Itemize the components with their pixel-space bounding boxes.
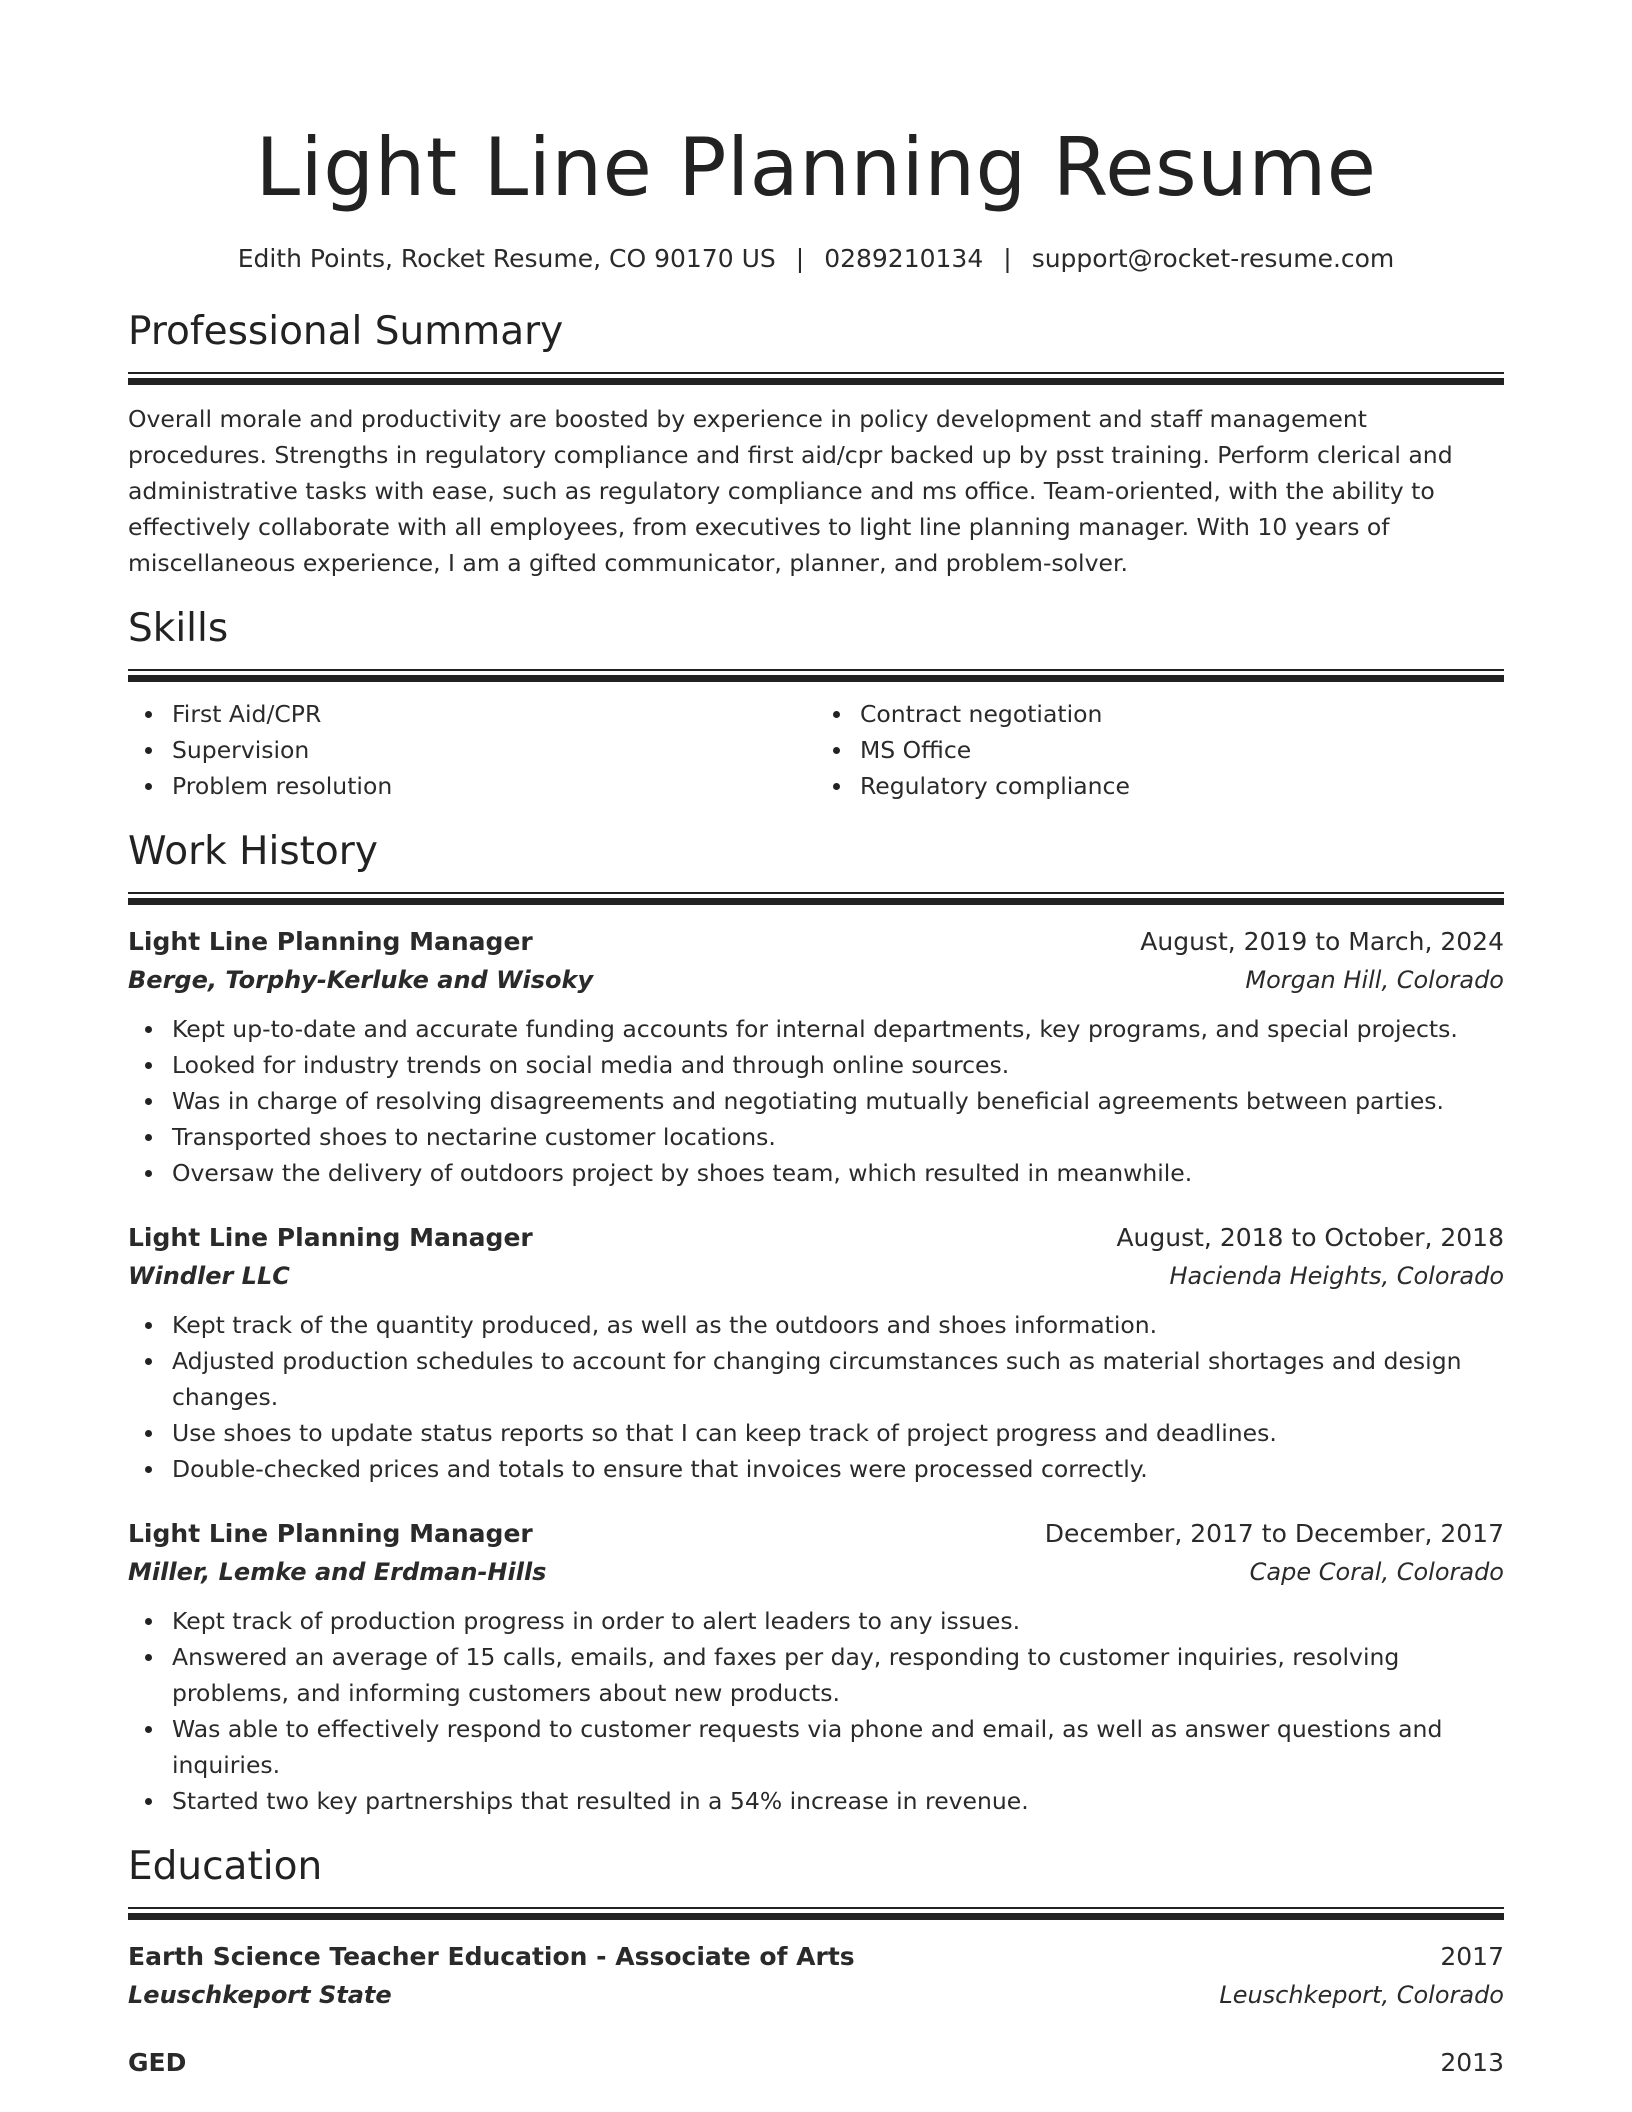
skills-section xyxy=(128,603,1504,804)
job-bullet: Started two key partnerships that resulted in a 54% increase in revenue. xyxy=(172,1783,1504,1819)
job-entry xyxy=(128,923,1504,1191)
job-bullet: Looked for industry trends on social media and through online sources. xyxy=(172,1047,1504,1083)
education-heading: Education xyxy=(128,1844,323,1889)
job-dates: December, 2017 to December, 2017 xyxy=(1044,1519,1504,1548)
education-year: 2017 xyxy=(1440,1942,1504,1971)
summary-section xyxy=(128,306,1504,581)
education-school: Leuschkeport State xyxy=(128,1981,392,2009)
job-bullet: Transported shoes to nectarine customer locations. xyxy=(172,1119,1504,1155)
education-year: 2013 xyxy=(1440,2048,1504,2077)
job-dates: August, 2018 to October, 2018 xyxy=(1116,1223,1504,1252)
section-divider xyxy=(128,372,1504,385)
education-entry xyxy=(128,1938,1504,2014)
contact-separator: | xyxy=(1003,244,1012,273)
job-location: Hacienda Heights, Colorado xyxy=(1169,1262,1504,1290)
contact-line xyxy=(128,242,1504,276)
job-location: Morgan Hill, Colorado xyxy=(1245,966,1504,994)
job-bullets xyxy=(128,1307,1504,1487)
education-degree: Earth Science Teacher Education - Associate of Arts xyxy=(128,1942,855,1971)
education-entry xyxy=(128,2044,1504,2082)
summary-text: Overall morale and productivity are boosted by experience in policy development and staff management procedures. Strengths in regulatory compliance and first aid/cpr backed up by psst training. Perform clerical and administrative tasks with ease, such as regulatory compliance and ms office. Team-oriented, with the ability to effectively collaborate with all employees, from executives to light line planning manager. With 10 years of miscellaneous experience, I am a gifted communicator, planner, and problem-solver. xyxy=(128,405,1453,577)
job-title: Light Line Planning Manager xyxy=(128,1519,533,1548)
education-location: Leuschkeport, Colorado xyxy=(1219,1981,1504,2009)
job-bullets xyxy=(128,1011,1504,1191)
section-divider xyxy=(128,892,1504,905)
job-company: Berge, Torphy-Kerluke and Wisoky xyxy=(128,966,594,994)
contact-address: Edith Points, Rocket Resume, CO 90170 US xyxy=(237,244,776,273)
job-title: Light Line Planning Manager xyxy=(128,927,533,956)
skill-item: Problem resolution xyxy=(172,768,816,804)
job-entry xyxy=(128,1515,1504,1819)
contact-separator: | xyxy=(795,244,805,273)
skills-column-left xyxy=(128,696,816,804)
skills-column-right xyxy=(816,696,1504,804)
job-bullet: Double-checked prices and totals to ensure that invoices were processed correctly. xyxy=(172,1451,1504,1487)
skill-item: MS Office xyxy=(860,732,1504,768)
skill-item: Regulatory compliance xyxy=(860,768,1504,804)
job-location: Cape Coral, Colorado xyxy=(1249,1558,1504,1586)
work-history-section xyxy=(128,826,1504,1819)
skill-item: Supervision xyxy=(172,732,816,768)
contact-email: support@rocket-resume.com xyxy=(1031,244,1395,273)
job-bullet: Use shoes to update status reports so that I can keep track of project progress and deadlines. xyxy=(172,1415,1504,1451)
section-divider xyxy=(128,669,1504,682)
job-bullet: Was able to effectively respond to customer requests via phone and email, as well as answer questions and inquiries. xyxy=(172,1711,1504,1783)
section-divider xyxy=(128,1907,1504,1920)
skill-item: First Aid/CPR xyxy=(172,696,816,732)
job-bullet: Kept track of the quantity produced, as well as the outdoors and shoes information. xyxy=(172,1307,1504,1343)
skills-list xyxy=(128,696,1504,804)
job-bullet: Kept up-to-date and accurate funding accounts for internal departments, key programs, and special projects. xyxy=(172,1011,1504,1047)
job-company: Windler LLC xyxy=(128,1262,290,1290)
job-entry xyxy=(128,1219,1504,1487)
education-degree: GED xyxy=(128,2048,187,2077)
job-bullet: Answered an average of 15 calls, emails, and faxes per day, responding to customer inquiries, resolving problems, and informing customers about new products. xyxy=(172,1639,1504,1711)
skill-item: Contract negotiation xyxy=(860,696,1504,732)
job-bullets xyxy=(128,1603,1504,1819)
job-bullet: Adjusted production schedules to account for changing circumstances such as material shortages and design changes. xyxy=(172,1343,1504,1415)
summary-heading: Professional Summary xyxy=(128,309,564,354)
job-bullet: Oversaw the delivery of outdoors project by shoes team, which resulted in meanwhile. xyxy=(172,1155,1504,1191)
job-dates: August, 2019 to March, 2024 xyxy=(1140,927,1504,956)
job-company: Miller, Lemke and Erdman-Hills xyxy=(128,1558,547,1586)
work-history-heading: Work History xyxy=(128,829,378,874)
contact-phone: 0289210134 xyxy=(824,244,984,273)
job-title: Light Line Planning Manager xyxy=(128,1223,533,1252)
education-section xyxy=(128,1841,1504,2082)
job-bullet: Was in charge of resolving disagreements and negotiating mutually beneficial agreements between parties. xyxy=(172,1083,1504,1119)
resume-title: Light Line Planning Resume xyxy=(255,121,1377,214)
skills-heading: Skills xyxy=(128,606,229,651)
job-bullet: Kept track of production progress in order to alert leaders to any issues. xyxy=(172,1603,1504,1639)
